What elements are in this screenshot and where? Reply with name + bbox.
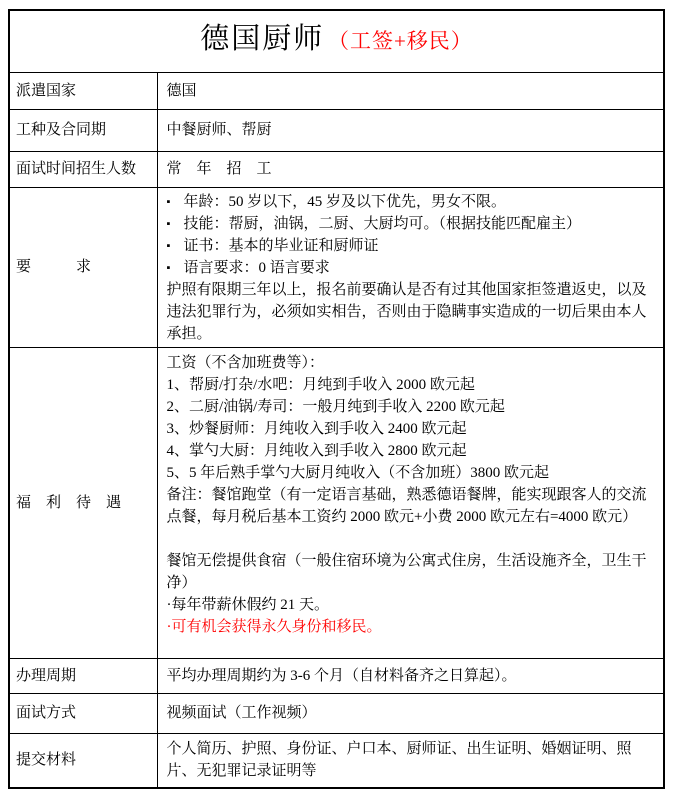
interview-method-value: 视频面试（工作视频） — [157, 693, 664, 733]
requirement-item — [167, 213, 656, 235]
requirement-text: 语言要求：0 语言要求 — [183, 259, 330, 276]
salary-title: 工资（不含加班费等）： — [166, 354, 325, 371]
row-interview-method — [9, 693, 664, 733]
salary-item: 5、5 年后熟手掌勺大厨月纯收入（不含加班）3800 欧元起 — [166, 464, 550, 481]
vacation-note: ·每年带薪休假约 21 天。 — [166, 596, 329, 613]
row-processing-period — [9, 658, 664, 693]
requirement-item — [167, 257, 656, 279]
dispatch-country-value: 德国 — [157, 72, 664, 109]
interview-time-value: 常 年 招 工 — [157, 151, 664, 187]
requirement-text: 证书：基本的毕业证和厨师证 — [183, 237, 379, 254]
salary-item: 4、掌勺大厨：月纯收入到手收入 2800 欧元起 — [166, 442, 467, 459]
immigration-note: ·可有机会获得永久身份和移民。 — [166, 618, 382, 635]
board-lodging-note: 餐馆无偿提供食宿（一般住宿环境为公寓式住房，生活设施齐全，卫生干净） — [166, 552, 647, 591]
passport-note: 护照有限期三年以上，报名前要确认是否有过其他国家拒签遣返史，以及违法犯罪行为，必须如实相告，否则由于隐瞒事实造成的一切后果由本人承担。 — [166, 281, 647, 342]
job-posting-table — [8, 9, 665, 789]
benefits-content — [157, 347, 664, 658]
title-cell — [9, 10, 664, 72]
bullet-square-icon: ▪ — [166, 195, 171, 208]
title-visa-tag: （工签+移民） — [327, 28, 473, 53]
row-requirements — [9, 187, 664, 347]
salary-item: 1、帮厨/打杂/水吧：月纯到手收入 2000 欧元起 — [166, 376, 475, 393]
job-type-value: 中餐厨师、帮厨 — [157, 109, 664, 151]
benefits-label: 福 利 待 遇 — [9, 347, 157, 658]
requirement-text: 技能：帮厨，油锅，二厨、大厨均可。（根据技能匹配雇主） — [183, 215, 582, 232]
materials-label: 提交材料 — [9, 733, 157, 788]
salary-item: 2、二厨/油锅/寿司：一般月纯到手收入 2200 欧元起 — [166, 398, 505, 415]
row-benefits — [9, 347, 664, 658]
job-type-label: 工种及合同期 — [9, 109, 157, 151]
row-job-type — [9, 109, 664, 151]
requirement-text: 年龄：50 岁以下，45 岁及以下优先，男女不限。 — [183, 193, 507, 210]
bullet-square-icon: ▪ — [166, 239, 171, 252]
requirement-item — [167, 235, 656, 257]
row-dispatch-country — [9, 72, 664, 109]
salary-remark: 备注：餐馆跑堂（有一定语言基础，熟悉德语餐牌，能实现跟客人的交流点餐，每月税后基本工资约 2000 欧元+小费 2000 欧元左右=4000 欧元） — [166, 486, 647, 525]
materials-value: 个人简历、护照、身份证、户口本、厨师证、出生证明、婚姻证明、照片、无犯罪记录证明等 — [157, 733, 664, 788]
salary-item: 3、炒餐厨师：月纯收入到手收入 2400 欧元起 — [166, 420, 467, 437]
dispatch-country-label: 派遣国家 — [9, 72, 157, 109]
requirement-item — [167, 191, 656, 213]
interview-time-label: 面试时间招生人数 — [9, 151, 157, 187]
bullet-square-icon: ▪ — [166, 217, 171, 230]
processing-period-value: 平均办理周期约为 3-6 个月（自材料备齐之日算起）。 — [157, 658, 664, 693]
bullet-square-icon: ▪ — [166, 261, 171, 274]
row-materials — [9, 733, 664, 788]
interview-method-label: 面试方式 — [9, 693, 157, 733]
title-row — [9, 10, 664, 72]
processing-period-label: 办理周期 — [9, 658, 157, 693]
blank-line — [167, 528, 656, 550]
page-title: 德国厨师 — [200, 22, 325, 55]
requirements-content — [157, 187, 664, 347]
row-interview-time — [9, 151, 664, 187]
requirements-label: 要 求 — [9, 187, 157, 347]
